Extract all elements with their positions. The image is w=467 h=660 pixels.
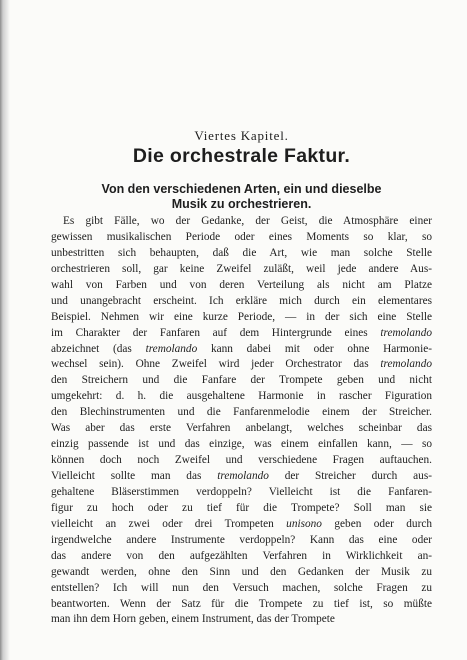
text-line: Es gibt Fälle, wo der Gedanke, der Geist, die Atmosphäre einer [63, 215, 432, 227]
page-binding-shadow [0, 0, 10, 660]
text-line: orchestrieren soll, gar keine Zweifel zuläßt, weil jede andere Aus- [51, 262, 432, 275]
body-text [51, 214, 432, 628]
book-page [51, 0, 432, 660]
text-line: gehaltene Bläserstimmen verdoppeln? Vielleicht ist die Fanfaren- [51, 485, 432, 498]
text-line: abzeichnet (das tremolando kann dabei mit oder ohne Harmonie- [51, 342, 432, 355]
text-line: Vielleicht sollte man das tremolando der Streicher durch aus- [51, 470, 432, 482]
text-line: wechsel sein). Ohne Zweifel wird jeder Orchestrator das tremolando [51, 358, 432, 371]
section-heading-line-1: Von den verschiedenen Arten, ein und dieselbe [101, 182, 382, 196]
text-line: den Streichern und die Fanfare der Trompete geben und nicht [51, 374, 432, 387]
text-line: den Blechinstrumenten und die Fanfarenmelodie einem der Streicher. [51, 406, 432, 419]
chapter-title: Die orchestrale Faktur. [132, 145, 351, 167]
text-line: umgekehrt: d. h. die ausgehaltene Harmonie in rascher Figuration [51, 390, 432, 403]
text-line: irgendwelche andere Instrumente verdoppeln? Kann das eine oder [51, 533, 432, 546]
text-line: beantworten. Wenn der Satz für die Trompete zu tief ist, so müßte [51, 597, 432, 610]
text-line: vielleicht an zwei oder drei Trompeten unisono geben oder durch [51, 517, 432, 530]
text-line: unbestritten sich behaupten, daß die Art, wie man solche Stelle [51, 246, 432, 259]
text-line: und unangebracht erscheint. Ich erkläre mich durch ein elementares [51, 294, 432, 307]
text-line: gewandt werden, ohne den Sinn und den Gedanken der Musik zu [51, 565, 432, 578]
text-line: entstellen? Ich will nun den Versuch machen, solche Fragen zu [51, 581, 432, 594]
text-line: wahl von Farben und von deren Verteilung als nicht am Platze [51, 278, 432, 291]
text-line: Was aber das erste Verfahren anbelangt, welches scheinbar das [51, 422, 432, 435]
text-line: können doch noch Zweifel und verschiedene Fragen auftauchen. [51, 454, 432, 467]
text-line: man ihn dem Horn geben, einem Instrument, das der Trompete [51, 613, 335, 626]
section-heading [51, 182, 432, 212]
text-line: einzig passende ist und das einzige, was einem einfallen kann, — so [51, 438, 432, 451]
section-heading-line-2: Musik zu orchestrieren. [171, 197, 312, 211]
chapter-label: Viertes Kapitel. [194, 128, 289, 143]
text-line: das andere von den aufgezählten Verfahren in Wirklichkeit an- [51, 549, 432, 562]
text-line: figur zu hoch oder zu tief für die Trompete? Soll man sie [51, 501, 432, 514]
text-line: im Charakter der Fanfaren auf dem Hintergrunde eines tremolando [51, 326, 432, 339]
text-line: gewissen musikalischen Periode oder eines Moments so klar, so [51, 230, 432, 243]
text-line: Beispiel. Nehmen wir eine kurze Periode, — in der sich eine Stelle [51, 310, 432, 323]
